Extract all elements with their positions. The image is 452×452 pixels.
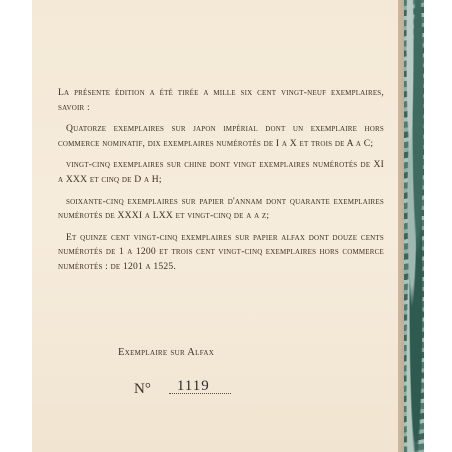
colophon-paragraph-annam: soixante-cinq exemplaires sur papier d'annam dont quarante exemplaires numérotés de XXXI a LXX et vingt-cinq de a a z; [58,195,384,222]
copy-number-line [134,374,231,398]
colophon-text [58,86,384,282]
colophon-paragraph-chine: vingt-cinq exemplaires sur chine dont vingt exemplaires numérotés de XI a XXX et cinq de D a H; [58,159,384,185]
colophon-paragraph-japon: Quatorze exemplaires sur japon impérial dont un exemplaire hors commerce nominatif, dix exemplaires numérotés de I a X et trois de A a C; [58,123,384,149]
colophon-paragraph-alfax: Et quinze cent vingt-cinq exemplaires sur papier alfax dont douze cents numérotés de 1 a 1200 et trois cent vingt-cinq exemplaires hors commerce numérotés : de 1201 a 1525. [58,231,384,272]
copy-caption: Exemplaire sur Alfax [118,347,215,358]
colophon-paragraph-intro: La présente édition a été tirée a mille six cent vingt-neuf exemplaires, savoir : [58,87,384,113]
marbled-binding [404,0,424,452]
number-field [169,376,231,398]
number-label: N° [134,381,151,397]
copy-number-value: 1119 [176,378,210,394]
